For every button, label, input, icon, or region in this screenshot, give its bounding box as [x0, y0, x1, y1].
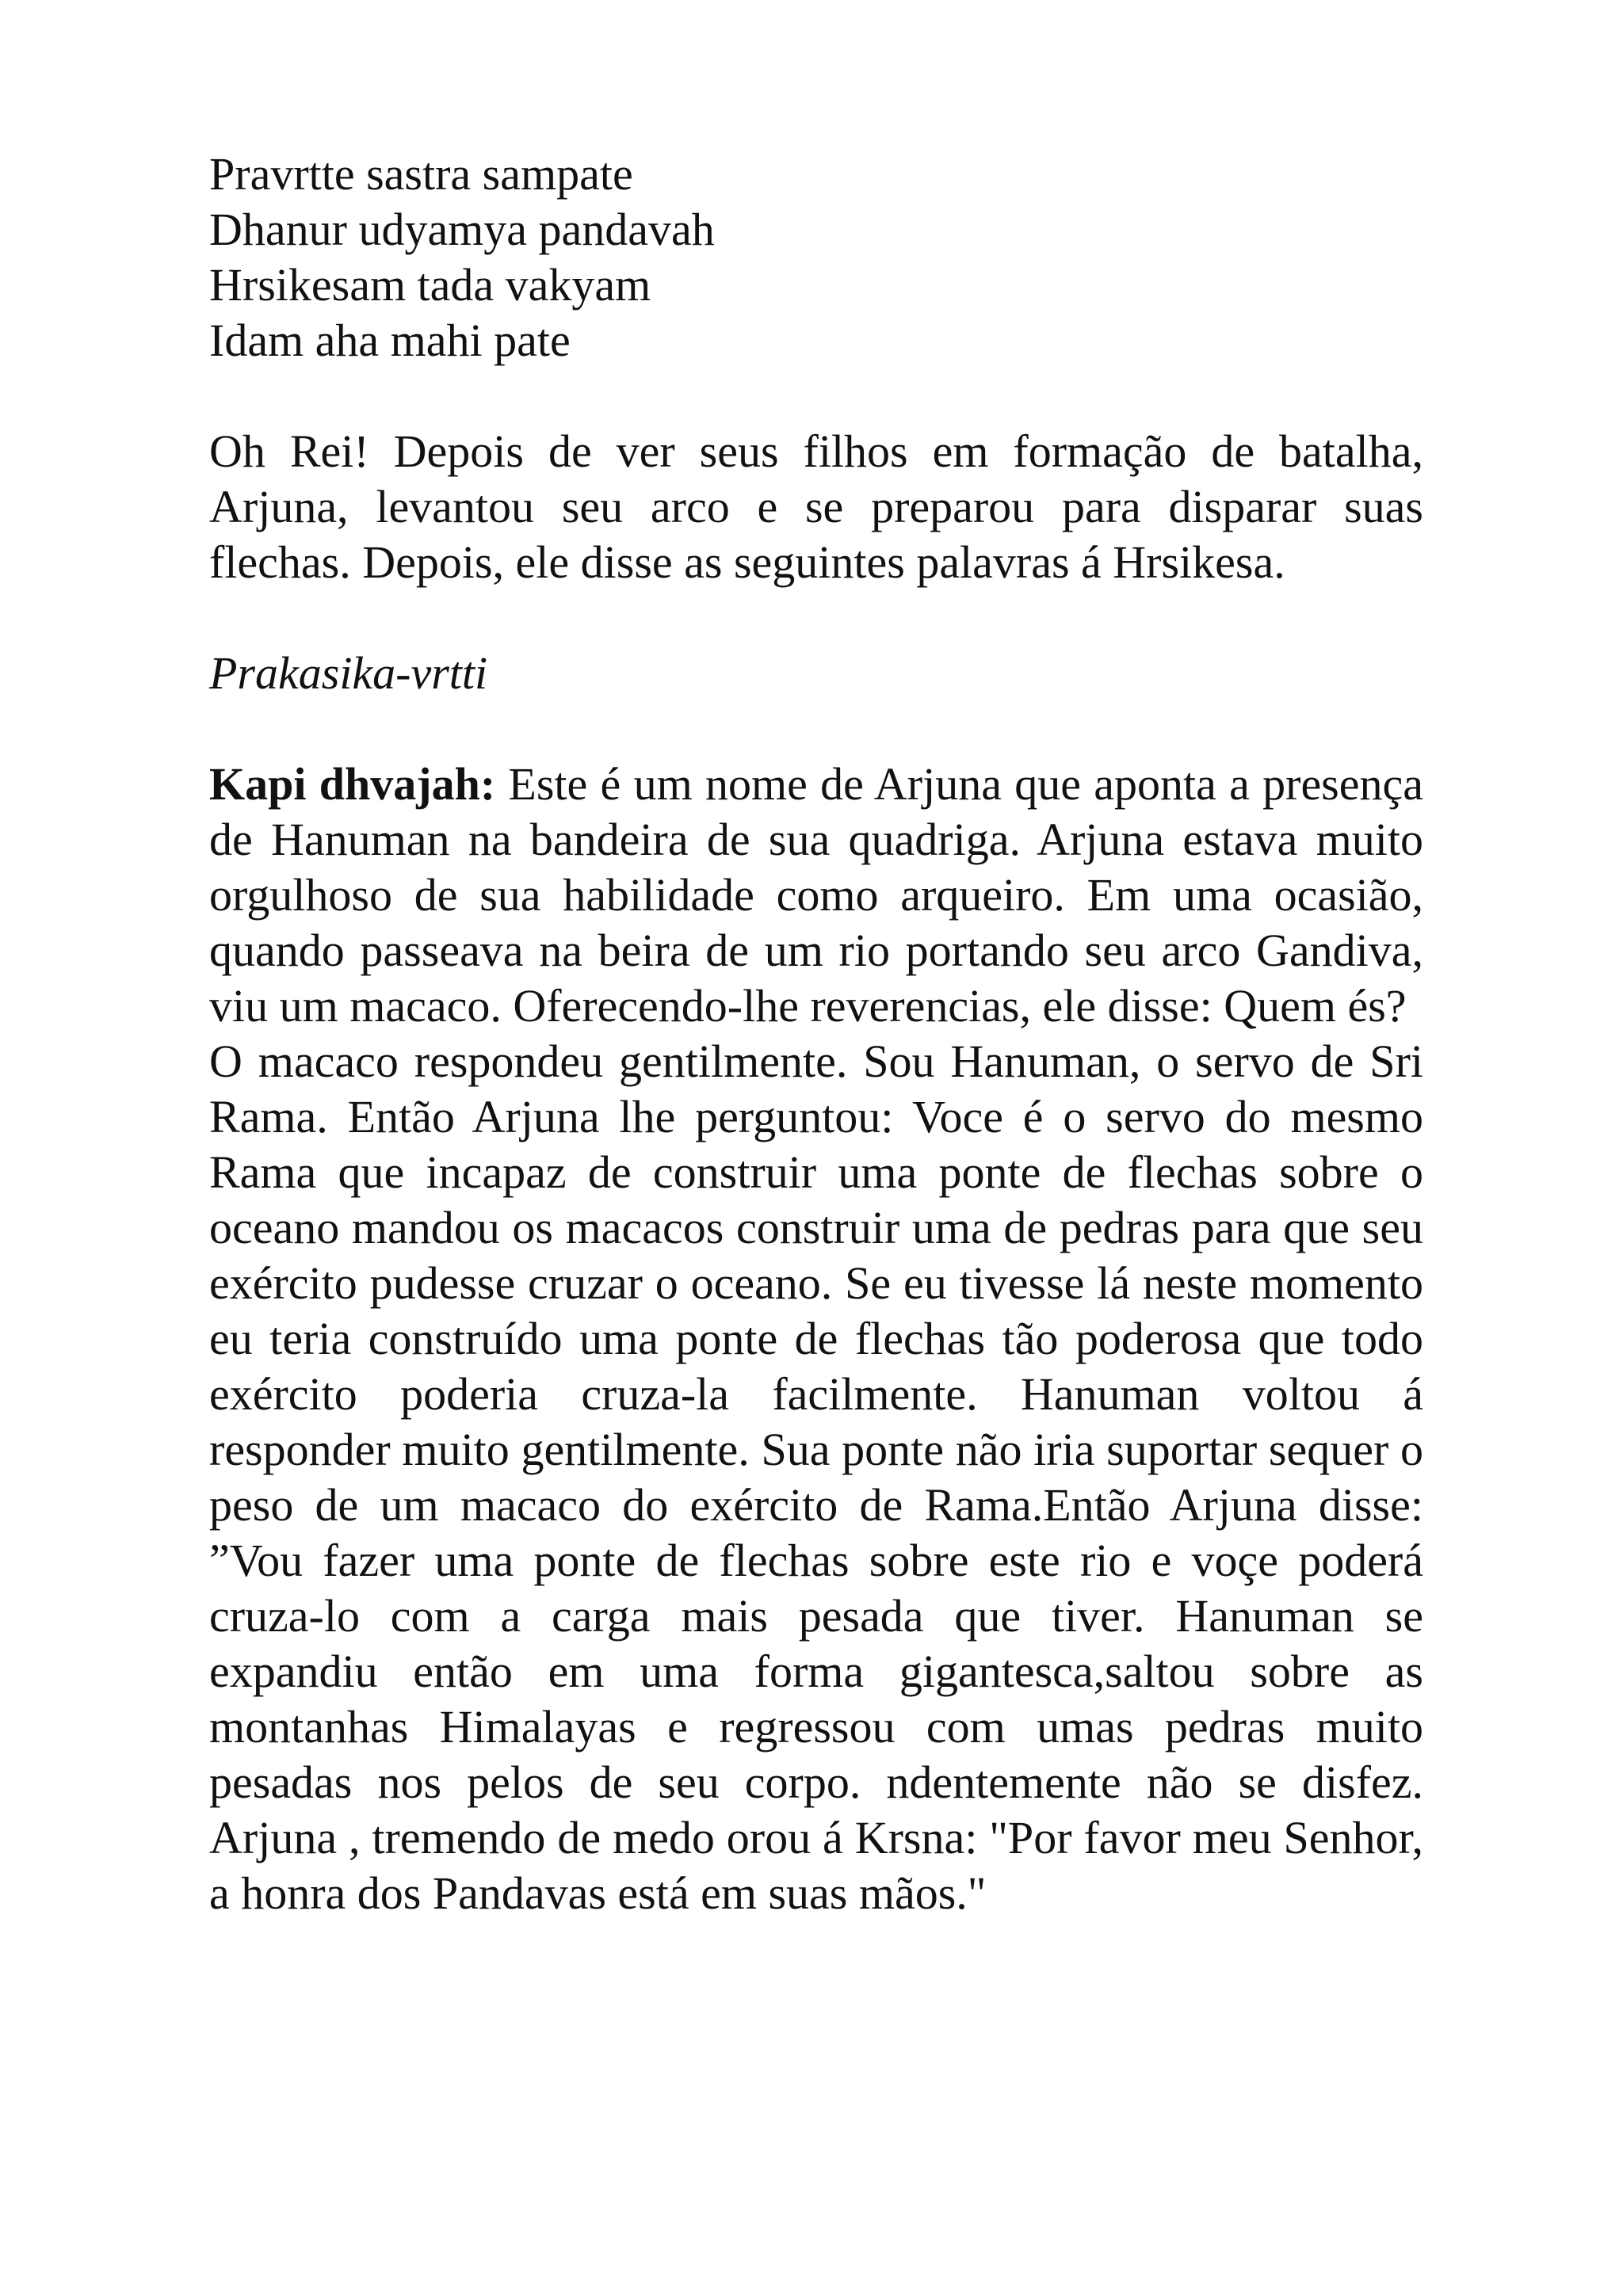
commentary-paragraph-2: O macaco respondeu gentilmente. Sou Hanuman, o servo de Sri Rama. Então Arjuna lhe perguntou: Voce é o servo do mesmo Rama que incapaz de construir uma ponte de flechas sobre o oceano mandou os macacos construir uma de pedras para que seu exército pudesse cruzar o oceano. Se eu tivesse lá neste momento eu teria construído uma ponte de flechas tão poderosa que todo exército poderia cruza-la facilmente. Hanuman voltou á responder muito gentilmente. Sua ponte não iria suportar sequer o peso de um macaco do exército de Rama.Então Arjuna disse: ”Vou fazer uma ponte de flechas sobre este rio e voçe poderá cruza-lo com a carga mais pesada que tiver. Hanuman se expandiu então em uma forma gigantesca,saltou sobre as montanhas Himalayas e regressou com umas pedras muito pesadas nos pelos de seu corpo. ndentemente não se disfez. Arjuna , tremendo de medo orou á Krsna: "Por favor meu Senhor, a honra dos Pandavas está em suas mãos."	[209, 1035, 1423, 1919]
spacer	[209, 701, 1423, 757]
spacer	[209, 368, 1423, 424]
verse-line-4: Idam aha mahi pate	[209, 315, 571, 366]
verse-line-2: Dhanur udyamya pandavah	[209, 204, 715, 255]
spacer	[209, 590, 1423, 646]
verse-line-1: Pravrtte sastra sampate	[209, 148, 633, 200]
sanskrit-verse	[209, 147, 1423, 368]
document-page	[209, 147, 1423, 1921]
translation-paragraph: Oh Rei! Depois de ver seus filhos em formação de batalha, Arjuna, levantou seu arco e se preparou para disparar suas flechas. Depois, ele disse as seguintes palavras á Hrsikesa.	[209, 425, 1423, 588]
commentary-paragraph-1	[209, 757, 1423, 1034]
commentary-term: Kapi dhvajah:	[209, 758, 496, 810]
commentary-heading: Prakasika-vrtti	[209, 647, 488, 699]
commentary-paragraph-1-text: Este é um nome de Arjuna que aponta a presença de Hanuman na bandeira de sua quadriga. Arjuna estava muito orgulhoso de sua habilidade como arqueiro. Em uma ocasião, quando passeava na beira de um rio portando seu arco Gandiva, viu um macaco. Oferecendo-lhe reverencias, ele disse: Quem és?	[209, 758, 1423, 1032]
verse-line-3: Hrsikesam tada vakyam	[209, 259, 651, 311]
